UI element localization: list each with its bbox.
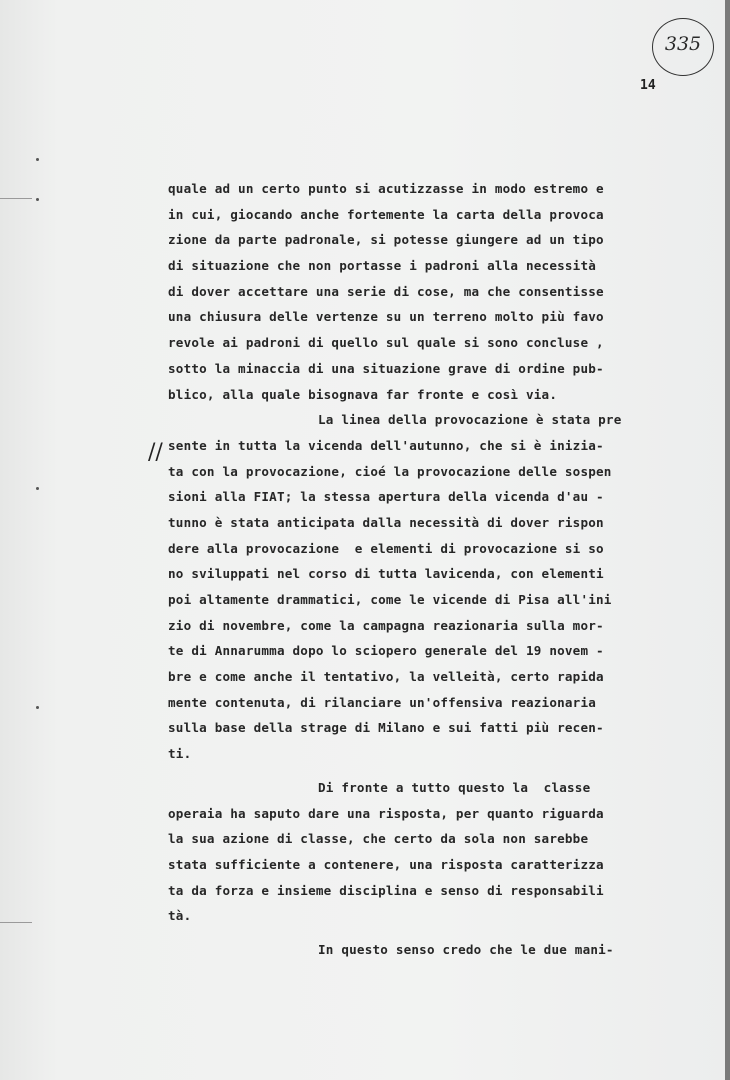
- paragraph-gap: [168, 929, 678, 937]
- text-line: In questo senso credo che le due mani-: [318, 941, 614, 957]
- text-line: tunno è stata anticipata dalla necessità di dover rispon: [168, 514, 604, 530]
- punch-dot: [36, 158, 39, 161]
- archive-stamp: [652, 18, 714, 76]
- text-line: ta con la provocazione, cioé la provocazione delle sospen: [168, 463, 612, 479]
- text-line: tà.: [168, 908, 192, 924]
- text-line: revole ai padroni di quello sul quale si sono concluse ,: [168, 335, 604, 351]
- page-number: 14: [640, 78, 656, 93]
- text-line: stata sufficiente a contenere, una risposta caratterizza: [168, 856, 604, 872]
- text-line: ti.: [168, 746, 192, 762]
- text-line: zio di novembre, come la campagna reazionaria sulla mor-: [168, 617, 604, 633]
- text-line: ta da forza e insieme disciplina e senso di responsabili: [168, 882, 604, 898]
- page-edge-shadow: [725, 0, 730, 1080]
- text-line: sotto la minaccia di una situazione grave di ordine pub-: [168, 360, 604, 376]
- text-line: quale ad un certo punto si acutizzasse in modo estremo e: [168, 181, 604, 196]
- text-line: di dover accettare una serie di cose, ma che consentisse: [168, 283, 604, 299]
- stamp-number: 335: [664, 33, 702, 55]
- margin-scan-mark: [0, 922, 32, 923]
- text-line: no sviluppati nel corso di tutta lavicenda, con elementi: [168, 566, 604, 582]
- text-line: operaia ha saputo dare una risposta, per quanto riguarda: [168, 805, 604, 821]
- text-line: La linea della provocazione è stata pre: [318, 412, 622, 428]
- text-line: zione da parte padronale, si potesse giungere ad un tipo: [168, 232, 604, 248]
- text-line: sulla base della strage di Milano e sui fatti più recen-: [168, 720, 604, 736]
- text-line: Di fronte a tutto questo la classe: [318, 779, 591, 795]
- typed-text-body: [168, 176, 678, 963]
- punch-dot: [36, 487, 39, 490]
- text-line: una chiusura delle vertenze su un terreno molto più favo: [168, 309, 604, 325]
- text-line: dere alla provocazione e elementi di provocazione si so: [168, 540, 604, 556]
- text-line: sioni alla FIAT; la stessa apertura della vicenda d'au -: [168, 489, 604, 505]
- text-line: sente in tutta la vicenda dell'autunno, che si è inizia-: [168, 437, 604, 453]
- text-line: poi altamente drammatici, come le vicende di Pisa all'ini: [168, 592, 612, 607]
- text-line: la sua azione di classe, che certo da sola non sarebbe: [168, 831, 589, 847]
- text-line: mente contenuta, di rilanciare un'offensiva reazionaria: [168, 694, 597, 710]
- margin-annotation: //: [148, 440, 163, 465]
- punch-dot: [36, 198, 39, 201]
- punch-dot: [36, 706, 39, 709]
- text-line: te di Annarumma dopo lo sciopero generale del 19 novem -: [168, 643, 604, 659]
- text-line: bre e come anche il tentativo, la velleità, certo rapida: [168, 669, 604, 685]
- paragraph-gap: [168, 767, 678, 775]
- text-line: blico, alla quale bisognava far fronte e così via.: [168, 386, 558, 402]
- margin-scan-mark: [0, 198, 32, 199]
- text-line: di situazione che non portasse i padroni alla necessità: [168, 258, 597, 274]
- text-line: in cui, giocando anche fortemente la carta della provoca: [168, 206, 604, 222]
